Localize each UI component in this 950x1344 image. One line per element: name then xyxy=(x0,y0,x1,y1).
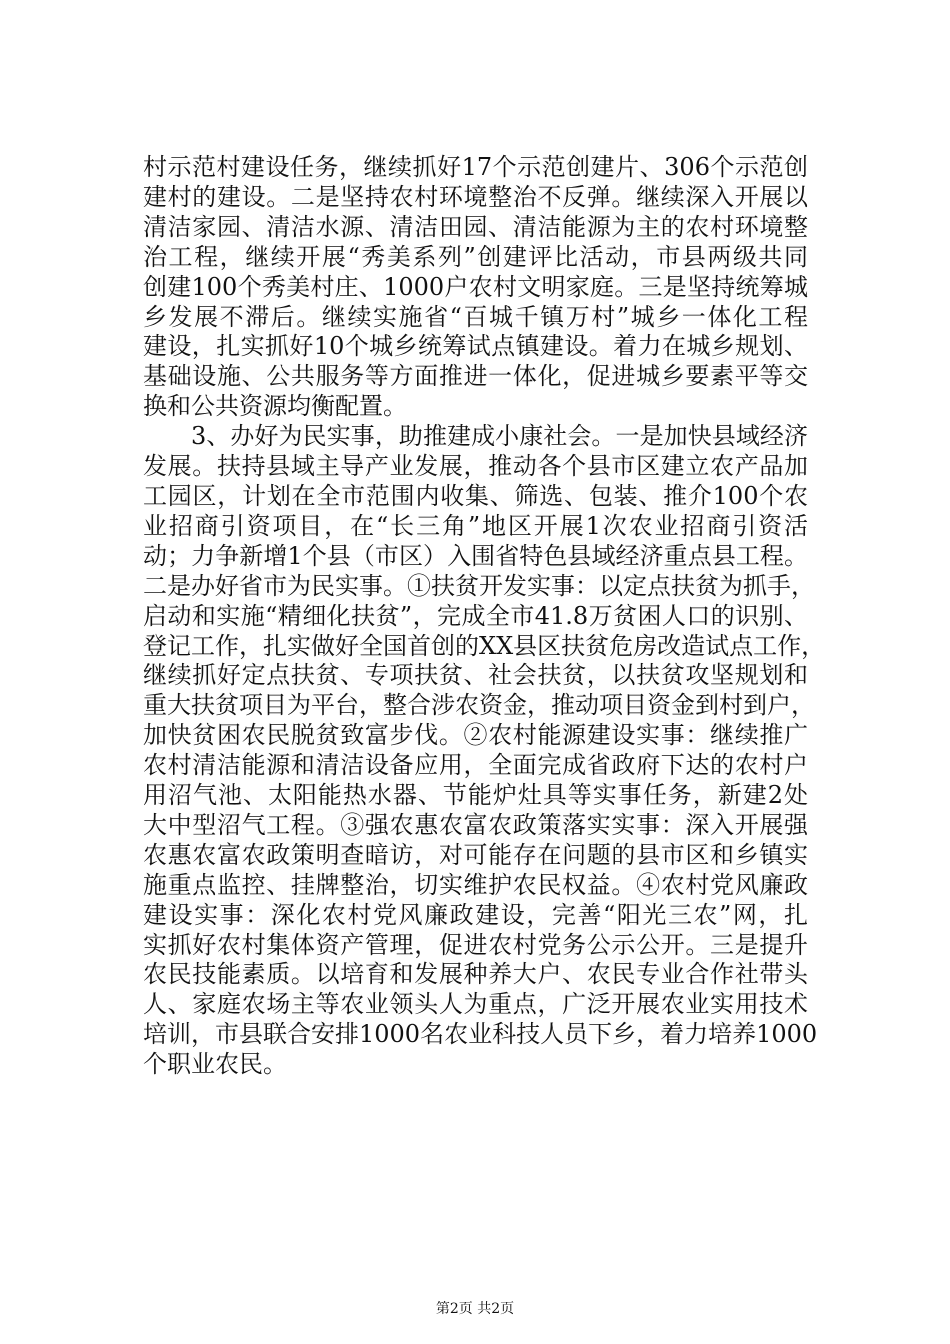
text-line: 清洁家园、清洁水源、清洁田园、清洁能源为主的农村环境整 xyxy=(143,212,808,241)
text-line: 治工程，继续开展“秀美系列”创建评比活动，市县两级共同 xyxy=(143,242,808,271)
text-line: 发展。扶持县域主导产业发展，推动各个县市区建立农产品加 xyxy=(143,452,808,481)
text-line: 建设，扎实抓好10个城乡统筹试点镇建设。着力在城乡规划、 xyxy=(143,332,808,361)
text-line: 农惠农富农政策明查暗访，对可能存在问题的县市区和乡镇实 xyxy=(143,840,808,869)
text-line: 个职业农民。 xyxy=(143,1050,287,1079)
text-line: 继续抓好定点扶贫、专项扶贫、社会扶贫，以扶贫攻坚规划和 xyxy=(143,661,808,690)
text-line: 乡发展不滞后。继续实施省“百城千镇万村”城乡一体化工程 xyxy=(143,302,808,331)
text-line: 换和公共资源均衡配置。 xyxy=(143,392,407,421)
text-line: 重大扶贫项目为平台，整合涉农资金，推动项目资金到村到户， xyxy=(143,691,815,720)
text-line: 启动和实施“精细化扶贫”，完成全市41.8万贫困人口的识别、 xyxy=(143,601,808,630)
text-line: 创建100个秀美村庄、1000户农村文明家庭。三是坚持统筹城 xyxy=(143,272,808,301)
text-line: 人、家庭农场主等农业领头人为重点，广泛开展农业实用技术 xyxy=(143,990,808,1019)
body-text xyxy=(143,153,826,1080)
text-line: 工园区，计划在全市范围内收集、筛选、包装、推介100个农 xyxy=(143,481,808,510)
text-line: 农民技能素质。以培育和发展种养大户、农民专业合作社带头 xyxy=(143,960,808,989)
paragraph-start-line: 3、办好为民实事，助推建成小康社会。一是加快县域经济 xyxy=(191,422,808,451)
text-line: 加快贫困农民脱贫致富步伐。②农村能源建设实事：继续推广 xyxy=(143,721,808,750)
text-line: 培训，市县联合安排1000名农业科技人员下乡，着力培养1000 xyxy=(143,1020,818,1049)
text-line: 用沼气池、太阳能热水器、节能炉灶具等实事任务，新建2处 xyxy=(143,781,808,810)
text-line: 施重点监控、挂牌整治，切实维护农民权益。④农村党风廉政 xyxy=(143,870,808,899)
text-line: 农村清洁能源和清洁设备应用，全面完成省政府下达的农村户 xyxy=(143,751,808,780)
text-line: 业招商引资项目，在“长三角”地区开展1次农业招商引资活 xyxy=(143,511,808,540)
text-line: 实抓好农村集体资产管理，促进农村党务公示公开。三是提升 xyxy=(143,930,808,959)
text-line: 建村的建设。二是坚持农村环境整治不反弹。继续深入开展以 xyxy=(143,182,808,211)
text-line: 登记工作，扎实做好全国首创的XX县区扶贫危房改造试点工作， xyxy=(143,631,826,660)
text-line: 基础设施、公共服务等方面推进一体化，促进城乡要素平等交 xyxy=(143,362,808,391)
text-line: 村示范村建设任务，继续抓好17个示范创建片、306个示范创 xyxy=(143,153,808,181)
text-line: 建设实事：深化农村党风廉政建设，完善“阳光三农”网，扎 xyxy=(143,900,808,929)
text-line: 动；力争新增1个县（市区）入围省特色县域经济重点县工程。 xyxy=(143,541,808,570)
text-line: 二是办好省市为民实事。①扶贫开发实事：以定点扶贫为抓手， xyxy=(143,571,815,600)
page-number-label: 第2页 共2页 xyxy=(435,1301,515,1317)
page-footer xyxy=(0,1300,950,1318)
text-line: 大中型沼气工程。③强农惠农富农政策落实实事：深入开展强 xyxy=(143,810,808,839)
